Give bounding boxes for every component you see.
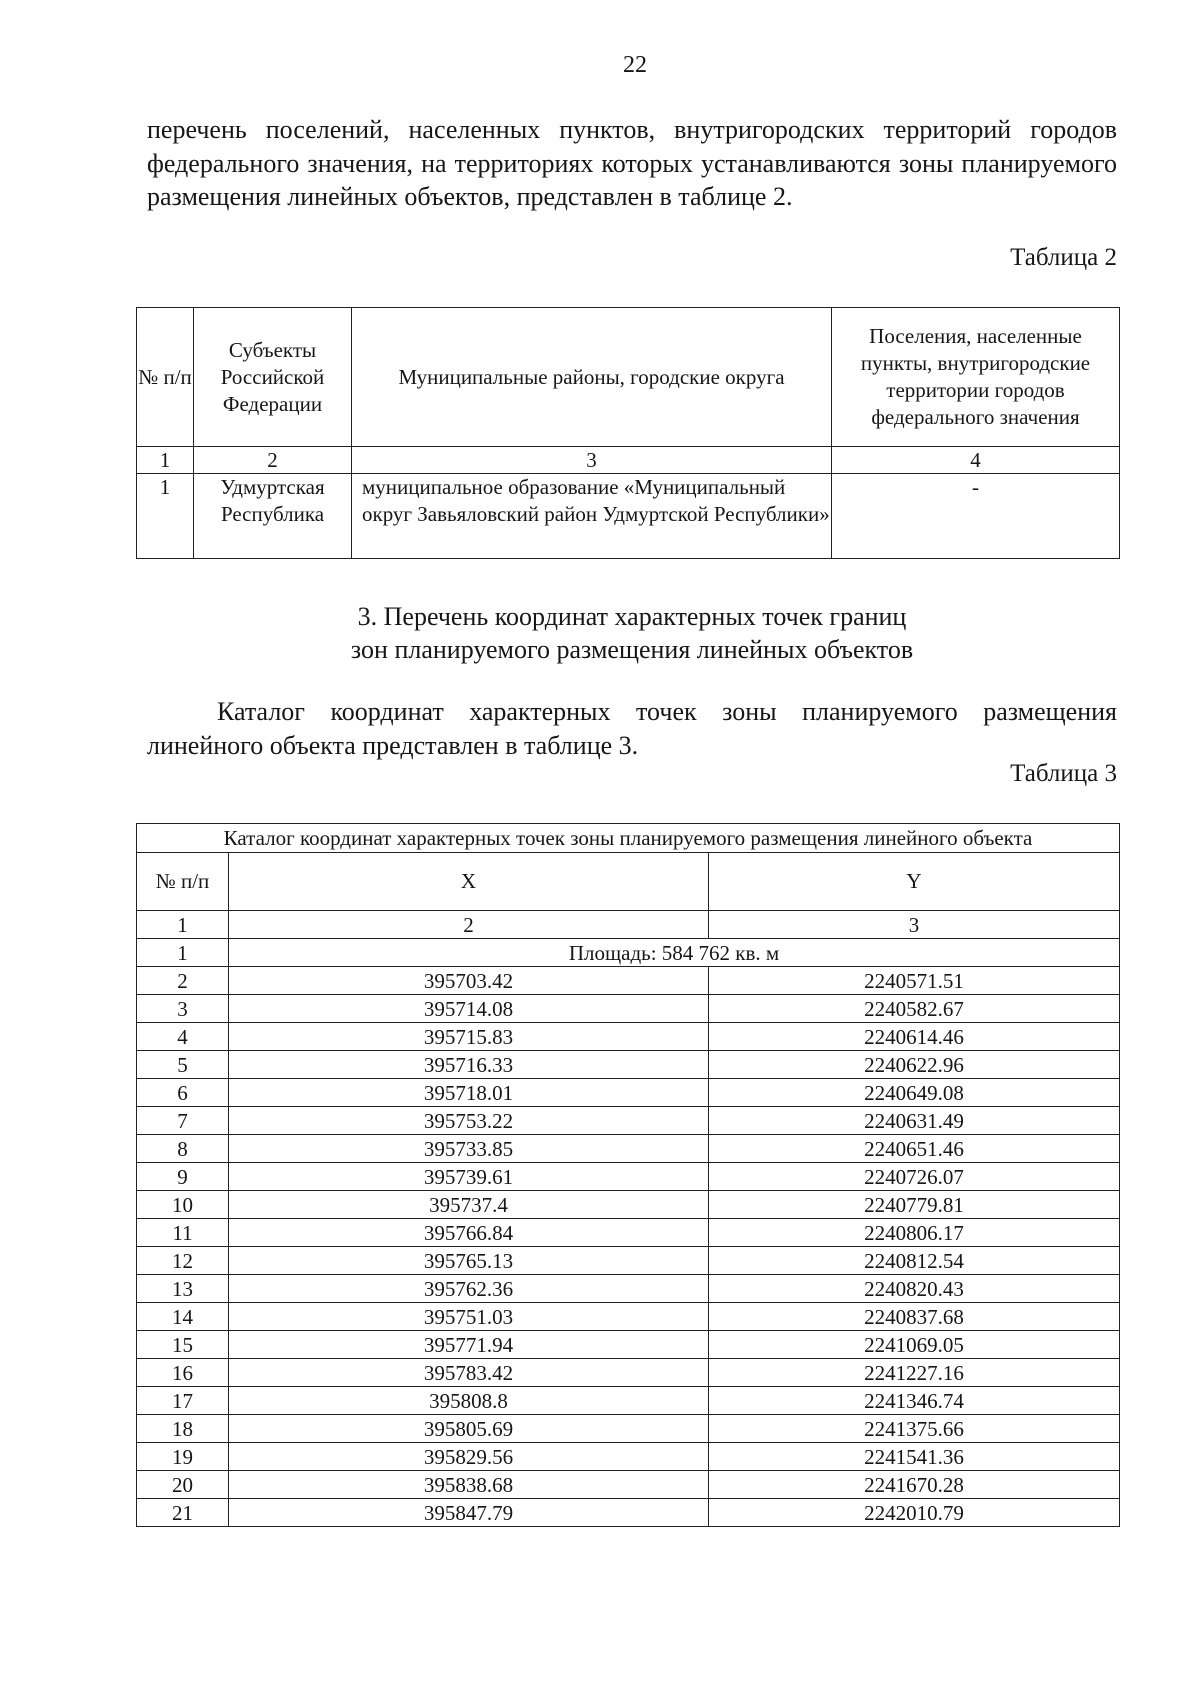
y-coordinate: 2240779.81 — [709, 1191, 1120, 1219]
x-coordinate: 395703.42 — [229, 967, 709, 995]
column-number: 3 — [352, 447, 832, 474]
point-number: 2 — [137, 967, 229, 995]
intro-paragraph: перечень поселений, населенных пунктов, внутригородских территорий городов федерального значения, на территориях которых устанавливаются зоны планируемого размещения линейных объектов, представлен в таблице 2. — [147, 115, 1117, 211]
y-coordinate: 2240582.67 — [709, 995, 1120, 1023]
table3-caption: Таблица 3 — [1010, 760, 1117, 787]
y-coordinate: 2240651.46 — [709, 1135, 1120, 1163]
table-title-row — [137, 824, 1120, 853]
subject-cell: Удмуртская Республика — [194, 474, 352, 559]
coordinates-body — [137, 967, 1120, 1527]
x-coordinate: 395733.85 — [229, 1135, 709, 1163]
point-number: 12 — [137, 1247, 229, 1275]
table-row — [137, 1303, 1120, 1331]
y-coordinate: 2240812.54 — [709, 1247, 1120, 1275]
x-coordinate: 395737.4 — [229, 1191, 709, 1219]
x-coordinate: 395751.03 — [229, 1303, 709, 1331]
y-coordinate: 2241670.28 — [709, 1471, 1120, 1499]
x-coordinate: 395762.36 — [229, 1275, 709, 1303]
header-cell: Y — [709, 853, 1120, 911]
table-row — [137, 1079, 1120, 1107]
point-number: 9 — [137, 1163, 229, 1191]
table-row — [137, 1247, 1120, 1275]
point-number: 4 — [137, 1023, 229, 1051]
y-coordinate: 2240631.49 — [709, 1107, 1120, 1135]
x-coordinate: 395771.94 — [229, 1331, 709, 1359]
y-coordinate: 2240649.08 — [709, 1079, 1120, 1107]
table-row — [137, 995, 1120, 1023]
column-number: 2 — [229, 911, 709, 939]
y-coordinate: 2240806.17 — [709, 1219, 1120, 1247]
table-row — [137, 1023, 1120, 1051]
point-number: 3 — [137, 995, 229, 1023]
point-number: 21 — [137, 1499, 229, 1527]
point-number: 7 — [137, 1107, 229, 1135]
table-row — [137, 1359, 1120, 1387]
settlements-table — [136, 307, 1120, 559]
table-row — [137, 1331, 1120, 1359]
y-coordinate: 2242010.79 — [709, 1499, 1120, 1527]
section-heading-line: 3. Перечень координат характерных точек границ — [357, 602, 907, 631]
area-cell: Площадь: 584 762 кв. м — [229, 939, 1120, 967]
x-coordinate: 395739.61 — [229, 1163, 709, 1191]
catalog-paragraph: Каталог координат характерных точек зоны планируемого размещения линейного объекта представлен в таблице 3. — [147, 697, 1117, 760]
point-number: 13 — [137, 1275, 229, 1303]
table-row — [137, 1499, 1120, 1527]
table-row — [137, 1443, 1120, 1471]
table-row — [137, 1051, 1120, 1079]
table-row — [137, 1387, 1120, 1415]
y-coordinate: 2240571.51 — [709, 967, 1120, 995]
y-coordinate: 2241069.05 — [709, 1331, 1120, 1359]
table-title: Каталог координат характерных точек зоны планируемого размещения линейного объекта — [137, 824, 1120, 853]
point-number: 17 — [137, 1387, 229, 1415]
row-number: 1 — [137, 474, 194, 559]
column-number: 1 — [137, 447, 194, 474]
x-coordinate: 395783.42 — [229, 1359, 709, 1387]
table-row — [137, 1415, 1120, 1443]
column-number: 4 — [832, 447, 1120, 474]
municipality-cell: муниципальное образование «Муниципальный округ Завьяловский район Удмуртской Республики» — [352, 474, 832, 559]
x-coordinate: 395715.83 — [229, 1023, 709, 1051]
header-cell: № п/п — [137, 308, 194, 447]
header-cell: Субъекты Российской Федерации — [194, 308, 352, 447]
x-coordinate: 395847.79 — [229, 1499, 709, 1527]
x-coordinate: 395753.22 — [229, 1107, 709, 1135]
table-row — [137, 1163, 1120, 1191]
table-row — [137, 1135, 1120, 1163]
table-header-row — [137, 308, 1120, 447]
y-coordinate: 2241375.66 — [709, 1415, 1120, 1443]
column-number-row — [137, 911, 1120, 939]
settlement-cell: - — [832, 474, 1120, 559]
table-row — [137, 1471, 1120, 1499]
x-coordinate: 395829.56 — [229, 1443, 709, 1471]
x-coordinate: 395805.69 — [229, 1415, 709, 1443]
point-number: 11 — [137, 1219, 229, 1247]
column-number-row — [137, 447, 1120, 474]
section-heading — [147, 600, 1117, 666]
column-number: 2 — [194, 447, 352, 474]
header-cell: Поселения, населенные пункты, внутригородские территории городов федерального значения — [832, 308, 1120, 447]
y-coordinate: 2240622.96 — [709, 1051, 1120, 1079]
x-coordinate: 395838.68 — [229, 1471, 709, 1499]
header-cell: Муниципальные районы, городские округа — [352, 308, 832, 447]
header-cell: X — [229, 853, 709, 911]
y-coordinate: 2240614.46 — [709, 1023, 1120, 1051]
column-number: 3 — [709, 911, 1120, 939]
x-coordinate: 395765.13 — [229, 1247, 709, 1275]
x-coordinate: 395714.08 — [229, 995, 709, 1023]
y-coordinate: 2240820.43 — [709, 1275, 1120, 1303]
point-number: 10 — [137, 1191, 229, 1219]
point-number: 19 — [137, 1443, 229, 1471]
table-row — [137, 1219, 1120, 1247]
table-row — [137, 474, 1120, 559]
point-number: 8 — [137, 1135, 229, 1163]
x-coordinate: 395808.8 — [229, 1387, 709, 1415]
y-coordinate: 2241541.36 — [709, 1443, 1120, 1471]
header-cell: № п/п — [137, 853, 229, 911]
y-coordinate: 2240837.68 — [709, 1303, 1120, 1331]
x-coordinate: 395718.01 — [229, 1079, 709, 1107]
point-number: 15 — [137, 1331, 229, 1359]
table-row — [137, 1191, 1120, 1219]
point-number: 18 — [137, 1415, 229, 1443]
y-coordinate: 2241227.16 — [709, 1359, 1120, 1387]
row-number: 1 — [137, 939, 229, 967]
table-header-row — [137, 853, 1120, 911]
x-coordinate: 395766.84 — [229, 1219, 709, 1247]
area-row — [137, 939, 1120, 967]
point-number: 6 — [137, 1079, 229, 1107]
table2-caption: Таблица 2 — [1010, 244, 1117, 271]
section-heading-line: зон планируемого размещения линейных объектов — [350, 635, 914, 664]
y-coordinate: 2241346.74 — [709, 1387, 1120, 1415]
point-number: 14 — [137, 1303, 229, 1331]
table-row — [137, 967, 1120, 995]
page-number: 22 — [623, 52, 647, 78]
point-number: 5 — [137, 1051, 229, 1079]
point-number: 20 — [137, 1471, 229, 1499]
table-row — [137, 1275, 1120, 1303]
table-row — [137, 1107, 1120, 1135]
y-coordinate: 2240726.07 — [709, 1163, 1120, 1191]
point-number: 16 — [137, 1359, 229, 1387]
x-coordinate: 395716.33 — [229, 1051, 709, 1079]
coordinates-table — [136, 823, 1120, 1527]
column-number: 1 — [137, 911, 229, 939]
